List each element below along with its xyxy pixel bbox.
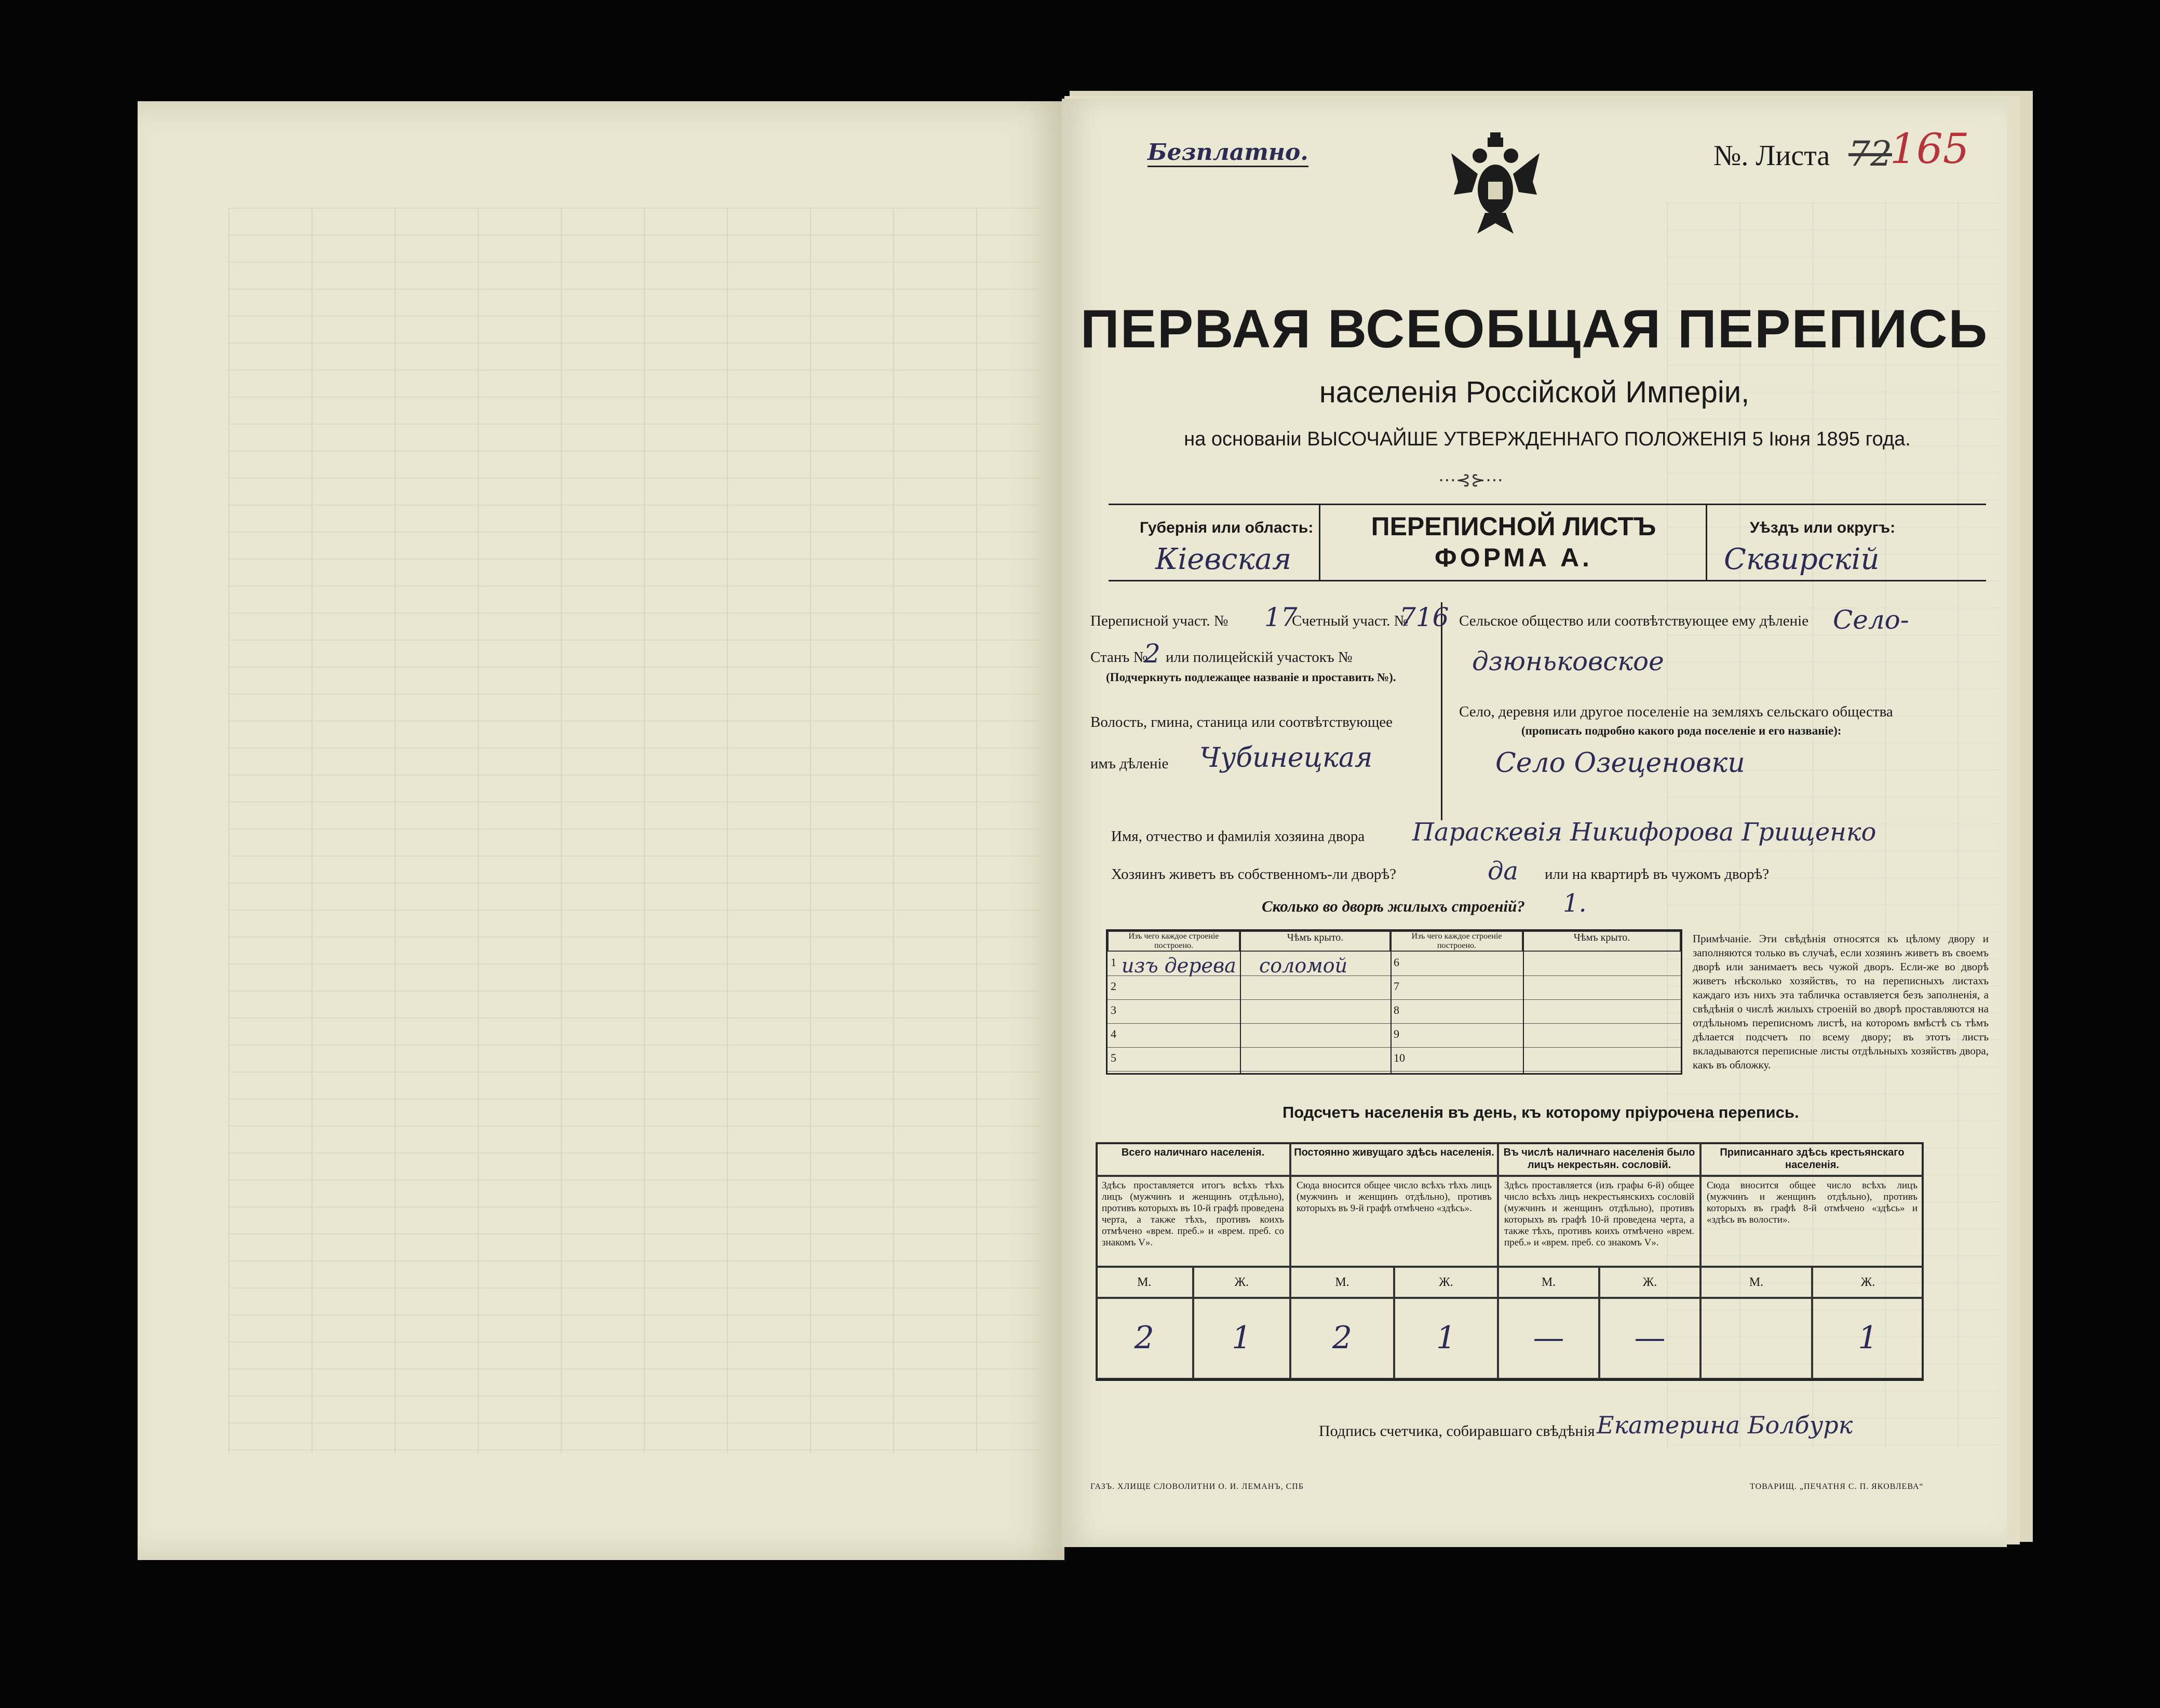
pop-group-desc: Здѣсь проставляется итогъ всѣхъ тѣхъ лицъ (мужчинъ и женщинъ отдѣльно), противъ которыхъ въ 10-й графѣ проведена черта, а также тѣхъ, противъ коихъ отмѣчено «врем. преб.» и «врем. преб. со знакомъ V». — [1096, 1176, 1290, 1267]
row1-roof: соломой — [1259, 954, 1348, 977]
pop-f-value: 1 — [1394, 1298, 1498, 1379]
pop-f-value: — — [1599, 1298, 1700, 1379]
sheet-number-value: 165 — [1890, 125, 1969, 173]
pop-group-title: Постоянно живущаго здѣсь населенія. — [1290, 1142, 1498, 1176]
pop-group-desc: Здѣсь проставляется (изъ графы 6-й) общее число всѣхъ лицъ некрестьянскихъ сословій (мужчинъ и женщинъ отдѣльно), противъ которыхъ въ графѣ 10-й проведена черта, а также тѣхъ, противъ коихъ отмѣчено «врем. преб.» и «врем. преб. со знакомъ V». — [1498, 1176, 1700, 1267]
population-heading: Подсчетъ населенія въ день, къ которому пріурочена перепись. — [1282, 1103, 1799, 1121]
building-row-line — [1391, 975, 1681, 976]
building-row-number: 7 — [1394, 980, 1399, 993]
building-row-number: 1 — [1111, 956, 1116, 969]
building-row-number: 3 — [1111, 1004, 1116, 1016]
left-page-bleed-grid — [228, 208, 1038, 1454]
signature-value: Екатерина Болбурк — [1597, 1411, 1853, 1439]
building-row-number: 9 — [1394, 1027, 1399, 1040]
buildings-col-material-right: Изъ чего каждое строеніе построено. — [1391, 931, 1523, 952]
building-row-number: 10 — [1394, 1051, 1405, 1064]
underline-note: (Подчеркнуть подлежащее названіе и проставить №). — [1106, 671, 1396, 684]
stan-value: 2 — [1144, 639, 1160, 669]
pop-m-label: М. — [1700, 1267, 1812, 1298]
building-row-line — [1391, 999, 1681, 1000]
pop-f-label: Ж. — [1599, 1267, 1700, 1298]
stan-label: Станъ № — [1090, 649, 1148, 666]
volost-value: Чубинецкая — [1199, 742, 1373, 774]
rural-society-value-1: Село- — [1833, 605, 1909, 635]
pop-m-value: — — [1498, 1298, 1599, 1379]
police-label: или полицейскій участокъ № — [1166, 649, 1353, 666]
owner-label: Имя, отчество и фамилія хозяина двора — [1111, 828, 1365, 845]
rented-label: или на квартирѣ въ чужомъ дворѣ? — [1545, 866, 1770, 883]
pop-m-value — [1700, 1298, 1812, 1379]
buildings-label: Сколько во дворѣ жилыхъ строеній? — [1262, 897, 1525, 915]
right-imprint: ТОВАРИЩ. „ПЕЧАТНЯ С. П. ЯКОВЛЕВА“ — [1750, 1482, 1924, 1491]
building-row-line — [1391, 1071, 1681, 1072]
building-row-number: 6 — [1394, 956, 1399, 969]
row1-material: изъ дерева — [1122, 954, 1236, 977]
free-label: Безплатно. — [1148, 139, 1308, 167]
building-row-number: 2 — [1111, 980, 1116, 993]
count-district-label: Счетный участ. № — [1292, 613, 1409, 629]
sheet-number-struck: 72 — [1848, 134, 1892, 174]
pop-f-value: 1 — [1193, 1298, 1291, 1379]
band-divider-left — [1319, 504, 1320, 581]
pop-f-label: Ж. — [1193, 1267, 1291, 1298]
own-yard-value: да — [1488, 857, 1519, 886]
province-value: Кіевская — [1155, 543, 1292, 576]
building-row-line — [1108, 1023, 1391, 1024]
form-name-line2: ФОРМА А. — [1435, 543, 1592, 572]
building-row-line — [1108, 1071, 1391, 1072]
census-district-label: Переписной участ. № — [1090, 613, 1228, 629]
band-divider-right — [1706, 504, 1707, 581]
pop-f-label: Ж. — [1394, 1267, 1498, 1298]
pop-group-desc: Сюда вносится общее число всѣхъ тѣхъ лицъ (мужчинъ и женщинъ отдѣльно), противъ которыхъ въ 9-й графѣ отмѣчено «здѣсь». — [1290, 1176, 1498, 1267]
form-name-line1: ПЕРЕПИСНОЙ ЛИСТЪ — [1371, 512, 1656, 541]
pop-f-label: Ж. — [1812, 1267, 1924, 1298]
volost-label-1: Волость, гмина, станица или соотвѣтствующее — [1090, 714, 1393, 730]
count-district-value: 716 — [1399, 602, 1449, 632]
pop-group-title: Приписаннаго здѣсь крестьянскаго населенія. — [1700, 1142, 1924, 1176]
document-basis: на основаніи ВЫСОЧАЙШЕ УТВЕРЖДЕННАГО ПОЛОЖЕНІЯ 5 Іюня 1895 года. — [1184, 428, 1911, 450]
document-subtitle: населенія Россійской Имперіи, — [1319, 375, 1750, 409]
fields-divider — [1441, 602, 1442, 820]
pop-group-desc: Сюда вносится общее число всѣхъ лицъ (мужчинъ и женщинъ отдѣльно), противъ которыхъ въ графѣ 8-й отмѣчено «здѣсь» и «здѣсь въ волости». — [1700, 1176, 1924, 1267]
double-headed-eagle-emblem — [1449, 132, 1542, 239]
buildings-col-roof-left: Чѣмъ крыто. — [1240, 931, 1391, 952]
buildings-col-material-left: Изъ чего каждое строеніе построено. — [1108, 931, 1240, 952]
village-value: Село Озеценовки — [1495, 748, 1745, 779]
sheet-number-label: №. Листа — [1713, 140, 1830, 172]
village-note: (прописать подробно какого рода поселеніе и его названіе): — [1521, 724, 1842, 737]
ornament-divider: ⋯⊰⊱⋯ — [1438, 471, 1503, 490]
pop-m-label: М. — [1290, 1267, 1394, 1298]
pop-group-title: Всего наличнаго населенія. — [1096, 1142, 1290, 1176]
census-district-value: 17 — [1264, 602, 1298, 632]
own-yard-label: Хозяинъ живетъ въ собственномъ-ли дворѣ? — [1111, 866, 1396, 883]
buildings-value: 1. — [1563, 889, 1587, 918]
building-row-line — [1108, 1047, 1391, 1048]
pop-m-value: 2 — [1096, 1298, 1193, 1379]
building-row-line — [1391, 1023, 1681, 1024]
pop-group-title: Въ числѣ наличнаго населенія было лицъ некрестьян. сословій. — [1498, 1142, 1700, 1176]
pop-m-label: М. — [1096, 1267, 1193, 1298]
left-imprint: ГАЗЪ. ХЛИЩЕ СЛОВОЛИТНИ О. И. ЛЕМАНЪ, СПБ — [1090, 1482, 1304, 1491]
building-row-line — [1391, 1047, 1681, 1048]
document-title: ПЕРВАЯ ВСЕОБЩАЯ ПЕРЕПИСЬ — [1080, 299, 1989, 359]
building-col-line — [1240, 931, 1241, 1073]
building-col-line — [1391, 931, 1392, 1073]
building-row-number: 8 — [1394, 1004, 1399, 1016]
province-label: Губернія или область: — [1140, 519, 1314, 536]
pop-m-value: 2 — [1290, 1298, 1394, 1379]
district-label: Уѣздъ или округъ: — [1750, 519, 1896, 536]
buildings-col-roof-right: Чѣмъ крыто. — [1523, 931, 1681, 952]
district-value: Сквирскій — [1724, 543, 1880, 576]
building-row-number: 5 — [1111, 1051, 1116, 1064]
pop-m-label: М. — [1498, 1267, 1599, 1298]
volost-label-2: имъ дѣленіе — [1090, 755, 1169, 772]
signature-label: Подпись счетчика, собиравшаго свѣдѣнія — [1319, 1422, 1595, 1440]
rural-society-value-2: дзюньковское — [1472, 646, 1664, 676]
building-row-line — [1108, 999, 1391, 1000]
pop-f-value: 1 — [1812, 1298, 1924, 1379]
rural-society-label: Сельское общество или соотвѣтствующее ему дѣленіе — [1459, 613, 1809, 629]
building-col-line — [1523, 931, 1524, 1073]
buildings-note: Примѣчаніе. Эти свѣдѣнія относятся къ цѣлому двору и заполняются только въ случаѣ, если хозяинъ живетъ въ своемъ дворѣ или занимаетъ весь чужой дворъ. Если-же во дворѣ живетъ нѣсколько хозяйствъ, то на переписныхъ листахъ каждаго изъ нихъ эта табличка оставляется безъ заполненія, а свѣдѣнія о числѣ жилыхъ строеній во дворѣ проставляются на отдѣльномъ переписномъ листѣ, на которомъ вмѣстѣ съ тѣмъ дѣлается подсчетъ по всему двору; въ этотъ листъ вкладываются переписные листы отдѣльныхъ хозяйствъ двора, какъ въ обложку. — [1693, 932, 1989, 1071]
village-label: Село, деревня или другое поселеніе на земляхъ сельскаго общества — [1459, 703, 1893, 720]
building-row-number: 4 — [1111, 1027, 1116, 1040]
owner-value: Параскевія Никифорова Грищенко — [1412, 818, 1877, 847]
